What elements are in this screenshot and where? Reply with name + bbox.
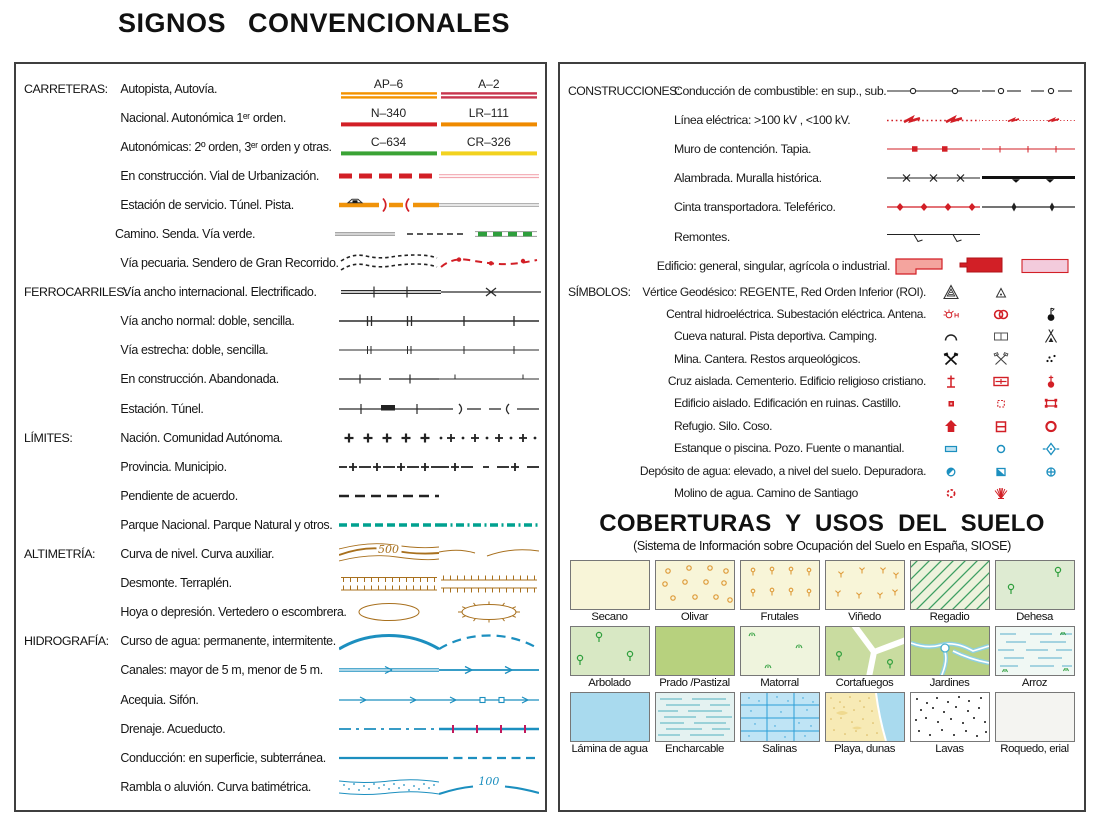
landcover-grid: [568, 560, 1076, 755]
narrow-rail-single-icon: [439, 338, 539, 362]
landcover-cell: Dehesa: [993, 560, 1076, 623]
river-intermittent-symbol: [439, 629, 539, 653]
legend-row-curso-agua: HIDROGRAFÍA: Curso de agua: permanente, intermitente.: [24, 627, 539, 656]
legend-row-rambla: Rambla o aluvión. Curva batimétrica. 100: [24, 772, 539, 801]
canal-major-icon: [339, 658, 439, 682]
camino-senda-viaverde-icon: [333, 222, 539, 246]
legend-row-autonomicas: Autonómicas: 2º orden, 3ᵉʳ orden y otras. C–634 CR–326: [24, 132, 539, 161]
fuel-pipe-symbols: [886, 79, 1076, 103]
landcover-cell: Roquedo, erial: [993, 692, 1076, 755]
pond-icon: [926, 439, 976, 457]
regadio-swatch: [910, 560, 990, 610]
sports-field-icon: [976, 327, 1026, 345]
fuel-pipe-underground-symbol: [981, 79, 1076, 103]
cruz-icons: [926, 372, 1076, 390]
archaeological-icon: [1026, 350, 1076, 368]
national-line-icon: [341, 120, 437, 129]
siphon-symbol: [439, 688, 539, 712]
cattle-track-symbol: [338, 251, 438, 275]
vinedo-swatch: [825, 560, 905, 610]
landcover-cell: Lámina de agua: [568, 692, 651, 755]
landfill-symbol: [439, 600, 539, 624]
motorway-ap6-symbol: AP–6: [338, 78, 438, 100]
hydro-plant-icon: [926, 305, 976, 323]
castle-icon: [1026, 394, 1076, 412]
legend-row-via-internacional: FERROCARRILES: Vía ancho internacional. Electrificado.: [24, 278, 539, 307]
mina-icons: [926, 350, 1076, 368]
landfill-icon: [439, 600, 539, 624]
road-construction-symbol: [338, 164, 438, 188]
rail-station-icon: [339, 397, 439, 421]
gr-trail-symbol: [439, 251, 539, 275]
antenna-icon: [1026, 305, 1076, 323]
left-legend-panel: [14, 62, 547, 812]
legend-row-curvas: ALTIMETRÍA: Curva de nivel. Curva auxiliar. 500: [24, 540, 539, 569]
wire-fence-icon: [887, 166, 980, 190]
landcover-cell: Jardines: [908, 626, 991, 689]
rail-abandoned-icon: [439, 367, 539, 391]
rail-double-symbol: [338, 309, 438, 333]
water-tank-ground-icon: [976, 462, 1026, 480]
central-icons: [926, 305, 1076, 323]
cueva-icons: [926, 327, 1076, 345]
contour-aux-icon: [439, 542, 539, 566]
landcover-cell: Frutales: [738, 560, 821, 623]
legend-row-refugio: Refugio. Silo. Coso.: [568, 415, 1076, 437]
pipe-surface-icon: [339, 746, 439, 770]
molino-icons: [926, 484, 1076, 502]
legend-row-combustible: CONSTRUCCIONES: Conducción de combustible: en sup., sub.: [568, 76, 1076, 105]
landcover-cell: Secano: [568, 560, 651, 623]
christian-building-icon: [1026, 372, 1076, 390]
power-line-low-symbol: [981, 108, 1076, 132]
border-ccaa-symbol: [439, 426, 539, 450]
geodesic-regente-icon: [926, 283, 976, 301]
legend-row-mina: Mina. Cantera. Restos arqueológicos.: [568, 347, 1076, 369]
legend-row-autopista: CARRETERAS: Autopista, Autovía. AP–6 A–2: [24, 74, 539, 103]
cable-car-symbol: [981, 195, 1076, 219]
pipe-underground-icon: [439, 746, 539, 770]
roquedo-swatch: [995, 692, 1075, 742]
tapia-wall-symbol: [981, 137, 1076, 161]
autovia-a2-symbol: A–2: [439, 78, 539, 100]
arroz-swatch: [995, 626, 1075, 676]
rail-tunnel-icon: [439, 397, 539, 421]
wire-fence-symbol: [886, 166, 981, 190]
landcover-cell: Regadio: [908, 560, 991, 623]
lamina-agua-swatch: [570, 692, 650, 742]
well-icon: [976, 439, 1026, 457]
page-title: SIGNOS CONVENCIONALES: [118, 8, 511, 38]
cortafuegos-swatch: [825, 626, 905, 676]
river-permanent-symbol: [338, 629, 438, 653]
salinas-swatch: [740, 692, 820, 742]
building-symbols: [890, 254, 1076, 278]
legend-row-alambrada: Alambrada. Muralla histórica.: [568, 164, 1076, 193]
legend-row-muro: Muro de contención. Tapia.: [568, 134, 1076, 163]
service-station-tunnel-icon: [339, 193, 439, 217]
landcover-cell: Matorral: [738, 626, 821, 689]
legend-row-cinta: Cinta transportadora. Teleférico.: [568, 193, 1076, 222]
national-road-symbol: N–340: [338, 107, 438, 129]
irrigation-ditch-icon: [339, 688, 439, 712]
border-nation-icon: [339, 426, 439, 450]
matorral-swatch: [740, 626, 820, 676]
wash-symbol: [338, 775, 438, 799]
border-nation-symbol: [338, 426, 438, 450]
rail-electrified-symbol: [441, 280, 541, 304]
legend-row-hoya: Hoya o depresión. Vertedero o escombrera.: [24, 598, 539, 627]
aqueduct-symbol: [439, 717, 539, 741]
rail-construction-symbol: [338, 367, 438, 391]
embankment-symbol: [439, 571, 539, 595]
power-line-symbols: [886, 108, 1076, 132]
ski-lift-symbol: [886, 225, 981, 249]
power-line-high-icon: [887, 108, 980, 132]
building-general-icon: [890, 254, 952, 278]
legend-row-remontes: Remontes.: [568, 222, 1076, 251]
right-legend-panel: [558, 62, 1086, 812]
rail-electrified-icon: [441, 280, 541, 304]
legend-row-construccion-vial: En construcción. Vial de Urbanización.: [24, 161, 539, 190]
legend-row-central: Central hidroeléctrica. Subestación eléctrica. Antena.: [568, 303, 1076, 325]
landcover-cell: Prado /Pastizal: [653, 626, 736, 689]
legend-row-desmonte: Desmonte. Terraplén.: [24, 569, 539, 598]
conveyor-belt-symbol: [886, 195, 981, 219]
border-municipality-symbol: [439, 455, 539, 479]
cave-icon: [926, 327, 976, 345]
legend-row-linea-electrica: Línea eléctrica: >100 kV , <100 kV.: [568, 105, 1076, 134]
border-province-symbol: [338, 455, 438, 479]
pipe-underground-symbol: [439, 746, 539, 770]
coberturas-title: COBERTURAS Y USOS DEL SUELO: [599, 510, 1045, 538]
treatment-plant-icon: [1026, 462, 1076, 480]
encharcable-swatch: [655, 692, 735, 742]
river-permanent-icon: [339, 629, 439, 653]
rail-international-symbol: [341, 280, 441, 304]
legend-row-cueva: Cueva natural. Pista deportiva. Camping.: [568, 325, 1076, 347]
empty-cell: [981, 225, 1076, 249]
legend-row-molino: Molino de agua. Camino de Santiago: [568, 482, 1076, 504]
conveyor-cable-symbols: [886, 195, 1076, 219]
isolated-cross-icon: [926, 372, 976, 390]
drainage-icon: [339, 717, 439, 741]
autonomic-3rd-symbol: CR–326: [439, 136, 539, 158]
legend-row-provincia: Provincia. Municipio.: [24, 452, 539, 481]
legend-row-nacional: Nacional. Autonómica 1ᵉʳ orden. N–340 LR–111: [24, 103, 539, 132]
landcover-cell: Lavas: [908, 692, 991, 755]
rail-construction-icon: [339, 367, 439, 391]
border-pending-symbol: [338, 484, 438, 508]
legend-row-pendiente: Pendiente de acuerdo.: [24, 481, 539, 510]
arbolado-swatch: [570, 626, 650, 676]
playa-dunas-swatch: [825, 692, 905, 742]
rail-international-icon: [341, 280, 441, 304]
autonomic1-line-icon: [441, 120, 537, 129]
legend-row-via-estrecha: Vía estrecha: doble, sencilla.: [24, 336, 539, 365]
drainage-symbol: [338, 717, 438, 741]
building-singular-icon: [952, 254, 1014, 278]
empty-cell: [1026, 283, 1076, 301]
urban-road-symbol: [439, 164, 539, 188]
landcover-cell: Viñedo: [823, 560, 906, 623]
bathymetric-label: 100: [478, 774, 500, 788]
water-tank-elevated-icon: [926, 462, 976, 480]
autonomic2-line-icon: [341, 149, 437, 158]
tapia-wall-icon: [982, 137, 1075, 161]
track-symbol: [439, 193, 539, 217]
legend-row-via-normal: Vía ancho normal: doble, sencilla.: [24, 307, 539, 336]
river-intermittent-icon: [439, 629, 539, 653]
border-pending-icon: [339, 484, 439, 508]
legend-row-edificio-aislado: Edificio aislado. Edificación en ruinas. Castillo.: [568, 392, 1076, 414]
legend-row-via-pecuaria: Vía pecuaria. Sendero de Gran Recorrido.: [24, 249, 539, 278]
spring-icon: [1026, 439, 1076, 457]
contour-symbol: [338, 542, 438, 566]
autonomic-1st-symbol: LR–111: [439, 107, 539, 129]
landcover-cell: Arbolado: [568, 626, 651, 689]
wall-symbols: [886, 137, 1076, 161]
legend-row-drenaje: Drenaje. Acueducto.: [24, 714, 539, 743]
embankment-icon: [439, 571, 539, 595]
narrow-rail-single-symbol: [439, 338, 539, 362]
estanque-icons: [926, 439, 1076, 457]
landcover-cell: Arroz: [993, 626, 1076, 689]
park-natural-icon: [439, 513, 539, 537]
legend-row-cruz: Cruz aislada. Cementerio. Edificio religioso cristiano.: [568, 370, 1076, 392]
fuel-pipe-surface-icon: [887, 79, 980, 103]
legend-row-nacion: LÍMITES: Nación. Comunidad Autónoma.: [24, 423, 539, 452]
geodesic-roi-icon: [976, 283, 1026, 301]
canal-minor-symbol: [439, 658, 539, 682]
deposito-icons: [926, 462, 1076, 480]
depression-icon: [339, 600, 439, 624]
refugio-icons: [926, 417, 1076, 435]
coberturas-subtitle: (Sistema de Información sobre Ocupación del Suelo en España, SIOSE): [633, 539, 1011, 554]
landcover-cell: Salinas: [738, 692, 821, 755]
dehesa-swatch: [995, 560, 1075, 610]
rail-abandoned-symbol: [439, 367, 539, 391]
legend-row-edificio: Edificio: general, singular, agrícola o industrial.: [568, 251, 1076, 280]
autovia-line-icon: [441, 91, 537, 100]
prado-swatch: [655, 626, 735, 676]
quarry-icon: [976, 350, 1026, 368]
cable-car-icon: [982, 195, 1075, 219]
fence-symbols: [886, 166, 1076, 190]
legend-row-camino-senda: Camino. Senda. Vía verde.: [24, 219, 539, 248]
contour-aux-symbol: [439, 542, 539, 566]
legend-row-conduccion: Conducción: en superficie, subterránea.: [24, 743, 539, 772]
service-station-tunnel-symbol: [338, 193, 438, 217]
aqueduct-icon: [439, 717, 539, 741]
park-natural-symbol: [439, 513, 539, 537]
retaining-wall-symbol: [886, 137, 981, 161]
secano-swatch: [570, 560, 650, 610]
cattle-track-icon: [339, 251, 439, 275]
cemetery-icon: [976, 372, 1026, 390]
isolated-building-icon: [926, 394, 976, 412]
track-icon: [439, 193, 539, 217]
building-agro-industrial-icon: [1014, 254, 1076, 278]
camino-senda-viaverde-symbol: [333, 222, 539, 246]
retaining-wall-icon: [887, 137, 980, 161]
border-ccaa-icon: [439, 426, 539, 450]
legend-row-estacion-servicio: Estación de servicio. Túnel. Pista.: [24, 190, 539, 219]
park-national-symbol: [338, 513, 438, 537]
motorway-line-icon: [341, 91, 437, 100]
border-municipality-icon: [439, 455, 539, 479]
camping-icon: [1026, 327, 1076, 345]
historic-wall-icon: [982, 166, 1075, 190]
empty-cell: [1026, 484, 1076, 502]
depression-symbol: [338, 600, 438, 624]
refuge-icon: [926, 417, 976, 435]
canal-major-symbol: [338, 658, 438, 682]
landcover-cell: Cortafuegos: [823, 626, 906, 689]
autonomic3-line-icon: [441, 149, 537, 158]
water-mill-icon: [926, 484, 976, 502]
landcover-cell: Encharcable: [653, 692, 736, 755]
landcover-cell: Playa, dunas: [823, 692, 906, 755]
wash-icon: [339, 775, 439, 799]
bathymetric-symbol: [439, 775, 539, 799]
power-line-high-symbol: [886, 108, 981, 132]
conveyor-belt-icon: [887, 195, 980, 219]
legend-row-canales: Canales: mayor de 5 m, menor de 5 m.: [24, 656, 539, 685]
contour-label: 500: [378, 543, 400, 557]
lavas-swatch: [910, 692, 990, 742]
road-construction-icon: [339, 164, 439, 188]
silo-icon: [976, 417, 1026, 435]
rail-single-symbol: [439, 309, 539, 333]
border-province-icon: [339, 455, 439, 479]
narrow-rail-double-icon: [339, 338, 439, 362]
fuel-pipe-underground-icon: [982, 79, 1075, 103]
jardines-swatch: [910, 626, 990, 676]
legend-row-ferro-construccion: En construcción. Abandonada.: [24, 365, 539, 394]
gr-trail-icon: [439, 251, 539, 275]
vertice-icons: [926, 283, 1076, 301]
rail-tunnel-symbol: [439, 397, 539, 421]
fuel-pipe-surface-symbol: [886, 79, 981, 103]
bullring-icon: [1026, 417, 1076, 435]
historic-wall-symbol: [981, 166, 1076, 190]
canal-minor-icon: [439, 658, 539, 682]
power-line-low-icon: [982, 108, 1075, 132]
olivar-swatch: [655, 560, 735, 610]
legend-row-deposito: Depósito de agua: elevado, a nivel del suelo. Depuradora.: [568, 459, 1076, 481]
rail-double-icon: [339, 309, 439, 333]
ski-lift-icon: [887, 225, 980, 249]
ski-lift-symbols: [886, 225, 1076, 249]
legend-row-vertice: SÍMBOLOS: Vértice Geodésico: REGENTE, Red Orden Inferior (ROI).: [568, 280, 1076, 302]
ruins-icon: [976, 394, 1026, 412]
legend-row-estacion-tunel: Estación. Túnel.: [24, 394, 539, 423]
legend-row-estanque: Estanque o piscina. Pozo. Fuente o manantial.: [568, 437, 1076, 459]
substation-icon: [976, 305, 1026, 323]
rail-single-icon: [439, 309, 539, 333]
cutting-icon: [339, 571, 439, 595]
edificio-icons: [926, 394, 1076, 412]
camino-santiago-shell-icon: [976, 484, 1026, 502]
cutting-symbol: [338, 571, 438, 595]
legend-row-parques: Parque Nacional. Parque Natural y otros.: [24, 510, 539, 539]
mine-icon: [926, 350, 976, 368]
landcover-cell: Olivar: [653, 560, 736, 623]
narrow-rail-double-symbol: [338, 338, 438, 362]
frutales-swatch: [740, 560, 820, 610]
urban-road-icon: [439, 164, 539, 188]
rail-station-symbol: [338, 397, 438, 421]
pipe-surface-symbol: [338, 746, 438, 770]
autonomic-2nd-symbol: C–634: [338, 136, 438, 158]
siphon-icon: [439, 688, 539, 712]
irrigation-ditch-symbol: [338, 688, 438, 712]
legend-row-acequia: Acequia. Sifón.: [24, 685, 539, 714]
park-national-icon: [339, 513, 439, 537]
